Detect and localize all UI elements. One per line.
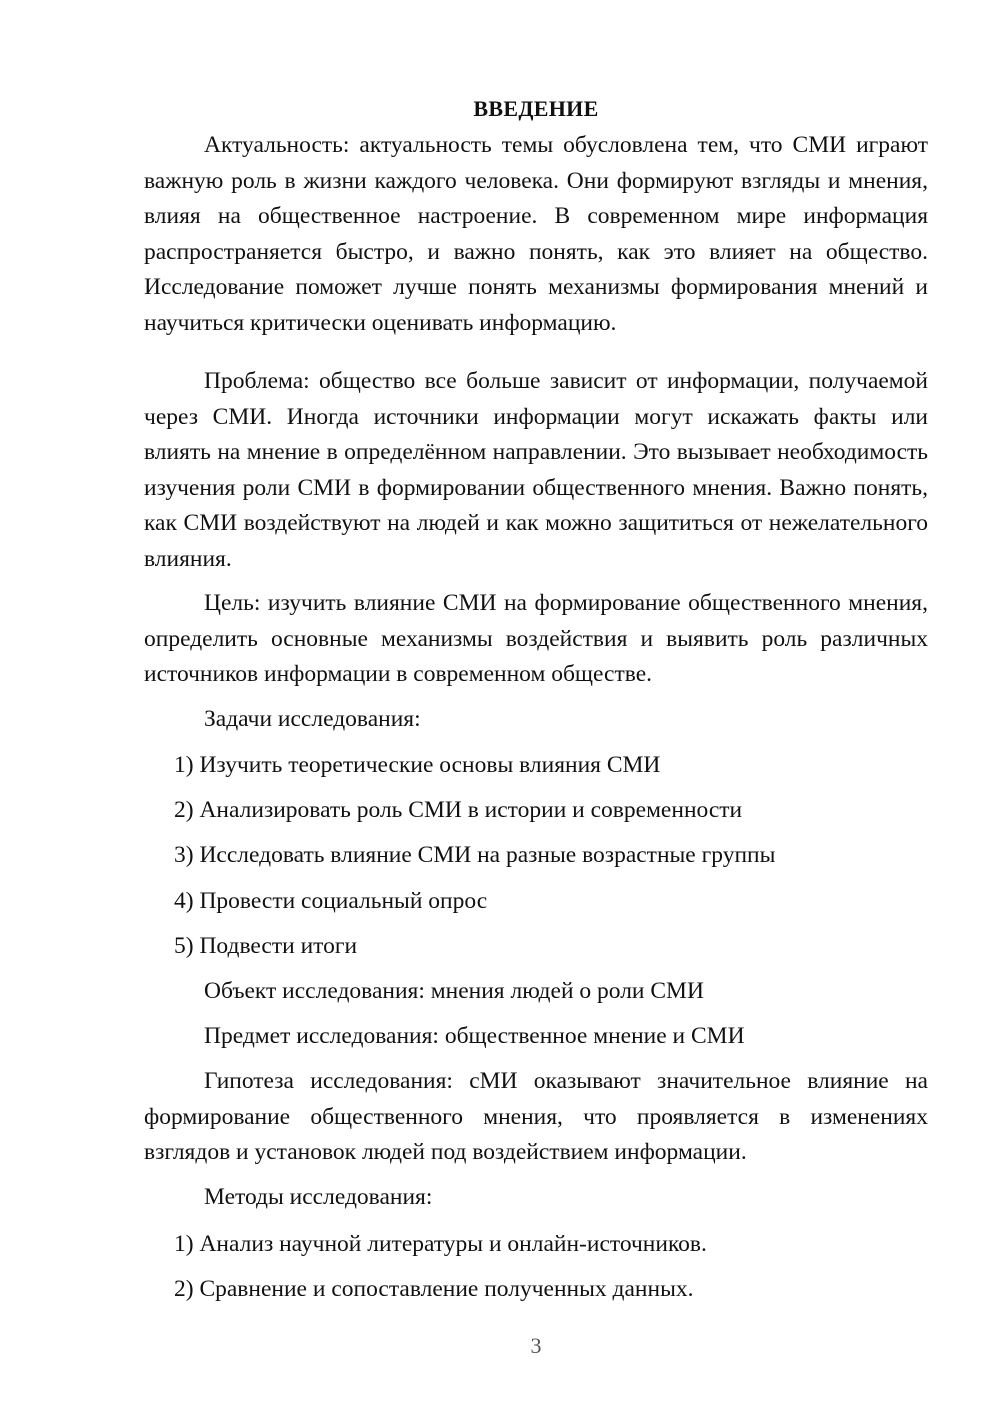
task-item: 2) Анализировать роль СМИ в истории и современности — [174, 797, 743, 823]
task-item: 3) Исследовать влияние СМИ на разные возрастные группы — [174, 842, 776, 868]
research-object: Объект исследования: мнения людей о роли СМИ — [204, 978, 704, 1004]
page-number: 3 — [530, 1333, 542, 1358]
tasks-title: Задачи исследования: — [204, 706, 421, 732]
task-item: 5) Подвести итоги — [174, 933, 358, 959]
task-item: 4) Провести социальный опрос — [174, 888, 488, 914]
goal-paragraph: Цель: изучить влияние СМИ на формирование общественного мнения, определить основные механизмы воздействия и выявить роль различных источников информации в современном обществе. — [144, 590, 928, 688]
research-subject: Предмет исследования: общественное мнение и СМИ — [204, 1023, 745, 1049]
methods-title: Методы исследования: — [204, 1184, 433, 1210]
method-item: 2) Сравнение и сопоставление полученных данных. — [174, 1276, 694, 1302]
method-item: 1) Анализ научной литературы и онлайн-источников. — [174, 1231, 707, 1257]
hypothesis-paragraph: Гипотеза исследования: сМИ оказывают значительное влияние на формирование общественного мнения, что проявляется в изменениях взглядов и установок людей под воздействием информации. — [144, 1068, 928, 1166]
task-item: 1) Изучить теоретические основы влияния СМИ — [174, 752, 661, 778]
problem-paragraph: Проблема: общество все больше зависит от информации, получаемой через СМИ. Иногда источники информации могут искажать факты или влиять на мнение в определённом направлении. Это вызывает необходимость изучения роли СМИ в формировании общественного мнения. Важно понять, как СМИ воздействуют на людей и как можно защититься от нежелательного влияния. — [144, 368, 928, 572]
relevance-paragraph: Актуальность: актуальность темы обусловлена тем, что СМИ играют важную роль в жизни каждого человека. Они формируют взгляды и мнения, влияя на общественное настроение. В современном мире информация распространяется быстро, и важно понять, как это влияет на общество. Исследование поможет лучше понять механизмы формирования мнений и научиться критически оценивать информацию. — [144, 132, 928, 336]
section-heading: ВВЕДЕНИЕ — [473, 96, 599, 121]
